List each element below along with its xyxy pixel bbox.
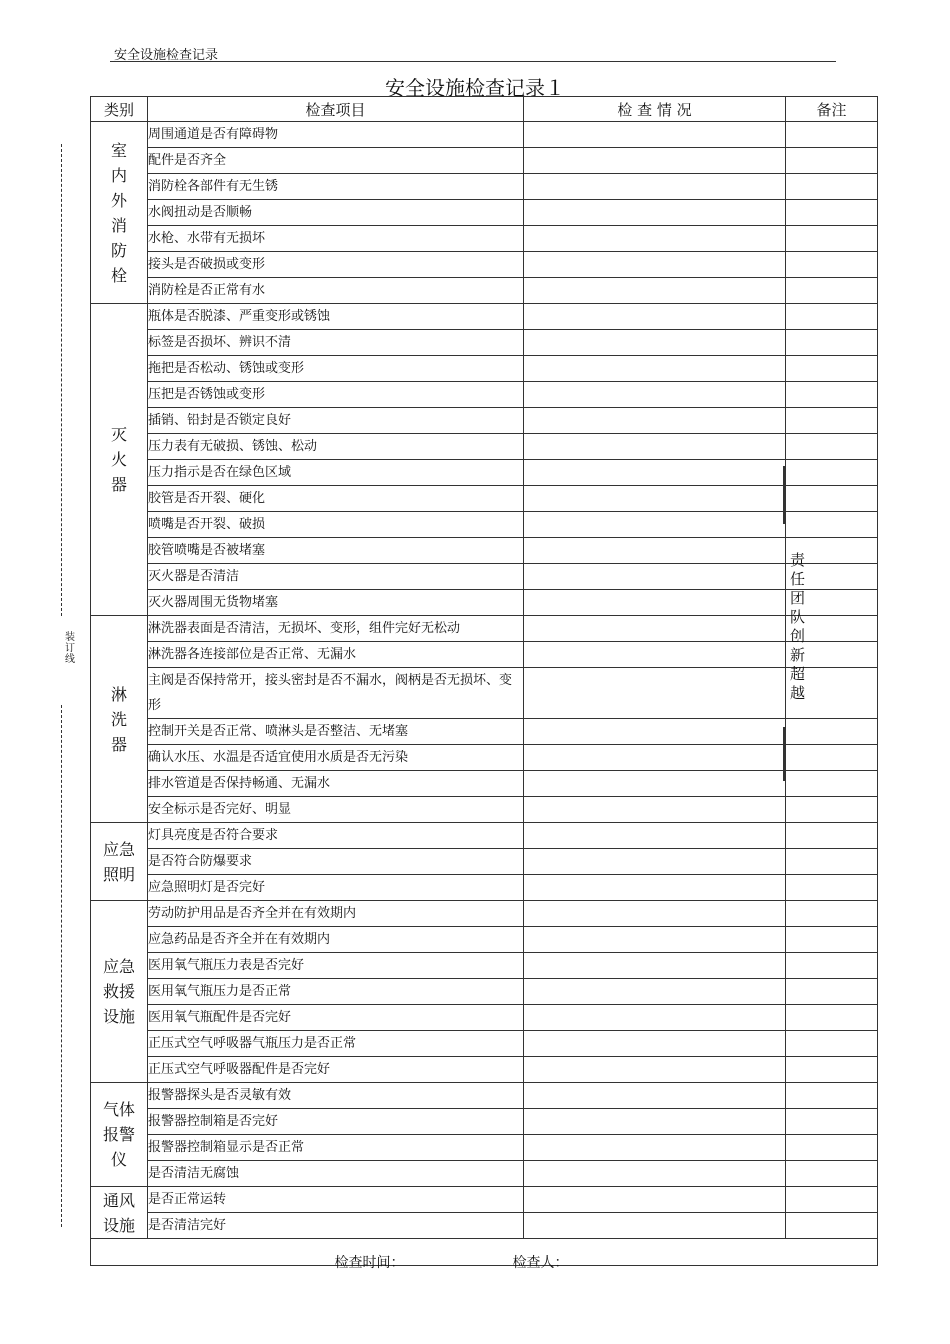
table-row <box>91 979 878 1005</box>
check-item: 消防栓是否正常有水 <box>148 278 524 304</box>
table-row <box>91 771 878 797</box>
remark-cell[interactable] <box>786 252 878 278</box>
category-label-line: 通风 <box>102 1190 135 1210</box>
table-row <box>91 953 878 979</box>
remark-cell[interactable] <box>786 875 878 901</box>
table-row <box>91 564 878 590</box>
running-head: 安全设施检查记录 <box>114 48 219 63</box>
check-item: 医用氧气瓶压力是否正常 <box>148 979 524 1005</box>
table-row <box>91 408 878 434</box>
status-cell[interactable] <box>524 1083 786 1109</box>
check-item: 报警器控制箱显示是否正常 <box>148 1135 524 1161</box>
status-cell[interactable] <box>524 1031 786 1057</box>
category-label-line: 气体 <box>102 1100 135 1119</box>
status-cell[interactable] <box>524 122 786 148</box>
remark-cell[interactable] <box>786 1187 878 1213</box>
status-cell[interactable] <box>524 616 786 642</box>
table-row <box>91 1161 878 1187</box>
check-item: 淋洗器各连接部位是否正常、无漏水 <box>148 642 524 668</box>
status-cell[interactable] <box>524 979 786 1005</box>
remark-cell[interactable] <box>786 356 878 382</box>
check-item: 接头是否破损或变形 <box>148 252 524 278</box>
table-row <box>91 512 878 538</box>
remark-cell[interactable] <box>786 771 878 797</box>
status-cell[interactable] <box>524 1213 786 1239</box>
category-cell <box>91 122 148 304</box>
status-cell[interactable] <box>524 1135 786 1161</box>
status-cell[interactable] <box>524 278 786 304</box>
inspection-time-label: 检查时间： <box>334 1255 405 1271</box>
binding-line-top <box>61 144 62 616</box>
table-row <box>91 590 878 616</box>
remark-cell[interactable] <box>786 460 878 486</box>
check-item: 医用氧气瓶配件是否完好 <box>148 1005 524 1031</box>
table-row <box>91 278 878 304</box>
status-cell[interactable] <box>524 382 786 408</box>
side-note-char: 超 <box>790 665 806 683</box>
side-mark-lower <box>783 727 785 781</box>
check-item: 报警器探头是否灵敏有效 <box>148 1083 524 1109</box>
category-label-line: 救援 <box>102 982 135 1001</box>
check-item: 压力表有无破损、锈蚀、松动 <box>148 434 524 460</box>
side-note-char: 越 <box>790 684 806 702</box>
status-cell[interactable] <box>524 434 786 460</box>
col-header-status: 检 查 情 况 <box>524 97 786 122</box>
remark-cell[interactable] <box>786 408 878 434</box>
table-row <box>91 719 878 745</box>
remark-cell[interactable] <box>786 148 878 174</box>
status-cell[interactable] <box>524 797 786 823</box>
status-cell[interactable] <box>524 1161 786 1187</box>
col-header-item: 检查项目 <box>148 97 524 122</box>
table-row <box>91 486 878 512</box>
table-row <box>91 1083 878 1109</box>
remark-cell[interactable] <box>786 382 878 408</box>
status-cell[interactable] <box>524 226 786 252</box>
check-item: 压把是否锈蚀或变形 <box>148 382 524 408</box>
status-cell[interactable] <box>524 668 786 719</box>
status-cell[interactable] <box>524 538 786 564</box>
status-cell[interactable] <box>524 1005 786 1031</box>
check-item: 正压式空气呼吸器配件是否完好 <box>148 1057 524 1083</box>
page-title: 安全设施检查记录１ <box>385 76 565 100</box>
inspector-label: 检查人： <box>512 1255 569 1271</box>
check-item: 劳动防护用品是否齐全并在有效期内 <box>148 901 524 927</box>
remark-cell[interactable] <box>786 330 878 356</box>
status-cell[interactable] <box>524 408 786 434</box>
table-row <box>91 200 878 226</box>
table-row <box>91 745 878 771</box>
remark-cell[interactable] <box>786 1005 878 1031</box>
table-row <box>91 901 878 927</box>
check-item: 是否符合防爆要求 <box>148 849 524 875</box>
check-item: 应急药品是否齐全并在有效期内 <box>148 927 524 953</box>
table-row <box>91 356 878 382</box>
status-cell[interactable] <box>524 564 786 590</box>
header-rule <box>110 61 836 62</box>
binding-label: 装订线 <box>65 632 75 665</box>
remark-cell[interactable] <box>786 745 878 771</box>
table-row <box>91 927 878 953</box>
remark-cell[interactable] <box>786 1135 878 1161</box>
category-cell <box>91 304 148 616</box>
status-cell[interactable] <box>524 642 786 668</box>
table-row <box>91 875 878 901</box>
status-cell[interactable] <box>524 823 786 849</box>
check-item: 水阀扭动是否顺畅 <box>148 200 524 226</box>
side-note-char: 责 <box>790 551 806 569</box>
remark-cell[interactable] <box>786 1109 878 1135</box>
remark-cell[interactable] <box>786 953 878 979</box>
side-note-char: 团 <box>790 589 806 607</box>
remark-cell[interactable] <box>786 304 878 330</box>
remark-cell[interactable] <box>786 797 878 823</box>
status-cell[interactable] <box>524 330 786 356</box>
check-item: 配件是否齐全 <box>148 148 524 174</box>
table-row <box>91 849 878 875</box>
remark-cell[interactable] <box>786 979 878 1005</box>
check-item: 淋洗器表面是否清洁，无损坏、变形，组件完好无松动 <box>148 616 524 642</box>
table-row <box>91 460 878 486</box>
check-item: 压力指示是否在绿色区域 <box>148 460 524 486</box>
status-cell[interactable] <box>524 590 786 616</box>
remark-cell[interactable] <box>786 823 878 849</box>
table-row <box>91 1187 878 1213</box>
status-cell[interactable] <box>524 1057 786 1083</box>
category-cell <box>91 1083 148 1187</box>
category-cell <box>91 616 148 823</box>
status-cell[interactable] <box>524 901 786 927</box>
check-item: 喷嘴是否开裂、破损 <box>148 512 524 538</box>
table-row <box>91 642 878 668</box>
status-cell[interactable] <box>524 252 786 278</box>
remark-cell[interactable] <box>786 1213 878 1239</box>
remark-cell[interactable] <box>786 927 878 953</box>
table-row <box>91 1213 878 1239</box>
remark-cell[interactable] <box>786 486 878 512</box>
check-item: 水枪、水带有无损坏 <box>148 226 524 252</box>
remark-cell[interactable] <box>786 512 878 538</box>
side-note-char: 新 <box>790 646 806 664</box>
table-row <box>91 330 878 356</box>
table-row <box>91 304 878 330</box>
category-cell <box>91 1187 148 1239</box>
status-cell[interactable] <box>524 745 786 771</box>
status-cell[interactable] <box>524 719 786 745</box>
status-cell[interactable] <box>524 200 786 226</box>
status-cell[interactable] <box>524 486 786 512</box>
table-row <box>91 226 878 252</box>
check-item: 插销、铅封是否锁定良好 <box>148 408 524 434</box>
check-item: 消防栓各部件有无生锈 <box>148 174 524 200</box>
status-cell[interactable] <box>524 304 786 330</box>
remark-cell[interactable] <box>786 278 878 304</box>
category-cell <box>91 823 148 901</box>
remark-cell[interactable] <box>786 1031 878 1057</box>
status-cell[interactable] <box>524 512 786 538</box>
check-item: 拖把是否松动、锈蚀或变形 <box>148 356 524 382</box>
table-row <box>91 1005 878 1031</box>
check-item: 应急照明灯是否完好 <box>148 875 524 901</box>
category-label-line: 照明 <box>102 864 135 884</box>
remark-cell[interactable] <box>786 122 878 148</box>
table-row <box>91 1109 878 1135</box>
category-label-line: 应急 <box>102 957 135 976</box>
table-row <box>91 382 878 408</box>
table-row <box>91 122 878 148</box>
header-row <box>91 97 878 122</box>
status-cell[interactable] <box>524 771 786 797</box>
check-item: 胶管是否开裂、硬化 <box>148 486 524 512</box>
check-item: 灯具亮度是否符合要求 <box>148 823 524 849</box>
check-item: 瓶体是否脱漆、严重变形或锈蚀 <box>148 304 524 330</box>
side-note-char: 任 <box>790 570 806 588</box>
remark-cell[interactable] <box>786 849 878 875</box>
col-header-category: 类别 <box>91 97 148 122</box>
category-label-line: 仪 <box>110 1150 127 1169</box>
remark-cell[interactable] <box>786 1083 878 1109</box>
footer-row <box>91 1239 878 1266</box>
remark-cell[interactable] <box>786 226 878 252</box>
category-label-line: 报警 <box>102 1125 135 1144</box>
table-row <box>91 1031 878 1057</box>
side-note-char: 队 <box>790 608 806 626</box>
category-label: 灭火器 <box>110 425 127 494</box>
status-cell[interactable] <box>524 953 786 979</box>
remark-cell[interactable] <box>786 1161 878 1187</box>
check-item: 主阀是否保持常开，接头密封是否不漏水，阀柄是否无损坏、变形 <box>148 668 524 719</box>
category-label-line: 设施 <box>102 1007 135 1026</box>
check-item: 控制开关是否正常、喷淋头是否整洁、无堵塞 <box>148 719 524 745</box>
category-label-line: 设施 <box>102 1215 135 1235</box>
status-cell[interactable] <box>524 174 786 200</box>
status-cell[interactable] <box>524 460 786 486</box>
status-cell[interactable] <box>524 875 786 901</box>
remark-cell[interactable] <box>786 719 878 745</box>
table-row <box>91 616 878 642</box>
status-cell[interactable] <box>524 356 786 382</box>
status-cell[interactable] <box>524 1109 786 1135</box>
inspection-table <box>90 96 878 1271</box>
table-row <box>91 252 878 278</box>
table-row <box>91 434 878 460</box>
remark-cell[interactable] <box>786 200 878 226</box>
check-item: 正压式空气呼吸器气瓶压力是否正常 <box>148 1031 524 1057</box>
side-note-char: 创 <box>790 627 806 645</box>
status-cell[interactable] <box>524 927 786 953</box>
remark-cell[interactable] <box>786 901 878 927</box>
check-item: 是否清洁完好 <box>148 1213 524 1239</box>
table-row <box>91 174 878 200</box>
check-item: 周围通道是否有障碍物 <box>148 122 524 148</box>
category-label: 室内外消防栓 <box>110 140 127 285</box>
check-item: 医用氧气瓶压力表是否完好 <box>148 953 524 979</box>
check-item: 安全标示是否完好、明显 <box>148 797 524 823</box>
check-item: 是否清洁无腐蚀 <box>148 1161 524 1187</box>
remark-cell[interactable] <box>786 434 878 460</box>
status-cell[interactable] <box>524 148 786 174</box>
table-row <box>91 668 878 719</box>
check-item: 排水管道是否保持畅通、无漏水 <box>148 771 524 797</box>
table-row <box>91 823 878 849</box>
footer-cell <box>91 1239 878 1271</box>
category-cell <box>91 901 148 1083</box>
table-row <box>91 148 878 174</box>
check-item: 胶管喷嘴是否被堵塞 <box>148 538 524 564</box>
side-mark-upper <box>783 466 785 524</box>
check-item: 确认水压、水温是否适宜使用水质是否无污染 <box>148 745 524 771</box>
table-row <box>91 797 878 823</box>
table-row <box>91 1135 878 1161</box>
check-item: 标签是否损坏、辨识不清 <box>148 330 524 356</box>
status-cell[interactable] <box>524 1187 786 1213</box>
check-item: 灭火器是否清洁 <box>148 564 524 590</box>
check-item: 报警器控制箱是否完好 <box>148 1109 524 1135</box>
status-cell[interactable] <box>524 849 786 875</box>
category-label: 淋洗器 <box>110 684 127 754</box>
remark-cell[interactable] <box>786 1057 878 1083</box>
category-label-line: 应急 <box>102 839 135 859</box>
binding-line-bottom <box>61 705 62 1227</box>
table-row <box>91 1057 878 1083</box>
remark-cell[interactable] <box>786 174 878 200</box>
check-item: 灭火器周围无货物堵塞 <box>148 590 524 616</box>
check-item: 是否正常运转 <box>148 1187 524 1213</box>
col-header-remark: 备注 <box>786 97 878 122</box>
side-note <box>790 551 806 703</box>
table-row <box>91 538 878 564</box>
